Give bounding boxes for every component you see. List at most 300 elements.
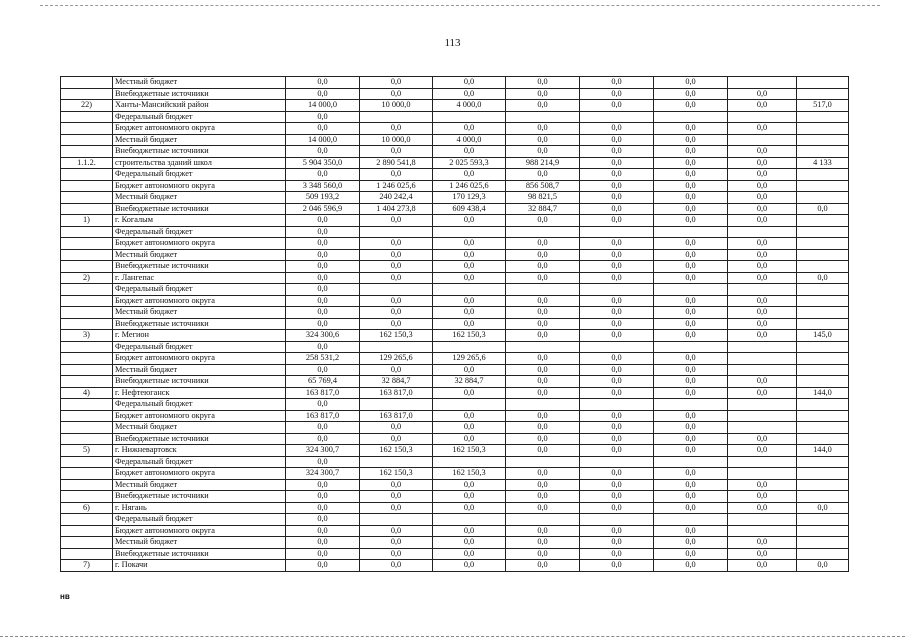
value-cell: 0,0 <box>286 422 360 434</box>
value-cell: 2 890 541,8 <box>360 157 433 169</box>
row-index-cell <box>61 284 113 296</box>
value-cell <box>580 456 654 468</box>
row-name-cell: Бюджет автономного округа <box>113 353 286 365</box>
value-cell <box>797 111 849 123</box>
value-cell: 0,0 <box>728 491 797 503</box>
value-cell: 0,0 <box>654 238 728 250</box>
value-cell: 5 904 350,0 <box>286 157 360 169</box>
value-cell: 162 150,3 <box>433 330 506 342</box>
value-cell: 1 246 025,6 <box>360 180 433 192</box>
value-cell: 0,0 <box>654 100 728 112</box>
value-cell: 0,0 <box>580 238 654 250</box>
row-index-cell <box>61 399 113 411</box>
value-cell: 0,0 <box>654 537 728 549</box>
value-cell: 0,0 <box>433 387 506 399</box>
value-cell: 0,0 <box>433 215 506 227</box>
row-index-cell: 7) <box>61 560 113 572</box>
value-cell <box>797 215 849 227</box>
value-cell: 0,0 <box>286 226 360 238</box>
table-row <box>61 330 849 342</box>
value-cell: 0,0 <box>286 111 360 123</box>
value-cell: 0,0 <box>360 238 433 250</box>
value-cell <box>728 456 797 468</box>
value-cell: 0,0 <box>506 238 580 250</box>
footer-mark: нв <box>60 592 70 601</box>
value-cell <box>654 514 728 526</box>
value-cell: 144,0 <box>797 387 849 399</box>
table-row <box>61 364 849 376</box>
value-cell: 14 000,0 <box>286 100 360 112</box>
value-cell: 324 300,7 <box>286 468 360 480</box>
value-cell: 0,0 <box>433 77 506 89</box>
value-cell: 0,0 <box>360 548 433 560</box>
value-cell: 0,0 <box>286 433 360 445</box>
row-index-cell <box>61 134 113 146</box>
value-cell: 0,0 <box>728 261 797 273</box>
value-cell: 0,0 <box>286 249 360 261</box>
table-row <box>61 468 849 480</box>
row-index-cell <box>61 88 113 100</box>
value-cell: 0,0 <box>580 249 654 261</box>
value-cell: 0,0 <box>580 307 654 319</box>
value-cell: 0,0 <box>360 146 433 158</box>
row-index-cell: 6) <box>61 502 113 514</box>
value-cell <box>654 226 728 238</box>
value-cell: 517,0 <box>797 100 849 112</box>
value-cell: 4 000,0 <box>433 134 506 146</box>
row-name-cell: Внебюджетные источники <box>113 203 286 215</box>
value-cell <box>728 410 797 422</box>
value-cell: 10 000,0 <box>360 134 433 146</box>
row-index-cell <box>61 537 113 549</box>
value-cell: 0,0 <box>286 88 360 100</box>
value-cell <box>433 111 506 123</box>
value-cell: 0,0 <box>433 88 506 100</box>
value-cell: 0,0 <box>286 272 360 284</box>
value-cell: 0,0 <box>286 502 360 514</box>
row-name-cell: Внебюджетные источники <box>113 88 286 100</box>
value-cell: 0,0 <box>433 525 506 537</box>
value-cell: 0,0 <box>506 548 580 560</box>
value-cell <box>797 134 849 146</box>
value-cell: 0,0 <box>433 261 506 273</box>
value-cell: 0,0 <box>286 77 360 89</box>
value-cell <box>654 456 728 468</box>
value-cell <box>654 341 728 353</box>
value-cell <box>728 399 797 411</box>
value-cell: 0,0 <box>728 249 797 261</box>
table-row <box>61 307 849 319</box>
row-index-cell <box>61 77 113 89</box>
value-cell <box>580 399 654 411</box>
value-cell: 0,0 <box>506 295 580 307</box>
value-cell <box>797 77 849 89</box>
value-cell: 0,0 <box>654 353 728 365</box>
value-cell: 0,0 <box>286 238 360 250</box>
row-index-cell <box>61 525 113 537</box>
value-cell: 0,0 <box>728 548 797 560</box>
row-index-cell <box>61 376 113 388</box>
value-cell: 324 300,6 <box>286 330 360 342</box>
value-cell: 0,0 <box>654 272 728 284</box>
row-name-cell: Бюджет автономного округа <box>113 180 286 192</box>
value-cell: 0,0 <box>286 537 360 549</box>
value-cell: 65 769,4 <box>286 376 360 388</box>
value-cell <box>433 341 506 353</box>
scan-edge-bottom <box>0 636 905 637</box>
value-cell: 0,0 <box>654 146 728 158</box>
value-cell: 0,0 <box>728 387 797 399</box>
budget-table-body <box>61 77 849 572</box>
value-cell <box>797 284 849 296</box>
table-row <box>61 422 849 434</box>
value-cell <box>728 226 797 238</box>
table-row <box>61 548 849 560</box>
table-row <box>61 456 849 468</box>
value-cell: 0,0 <box>433 479 506 491</box>
scan-edge-top <box>40 5 880 6</box>
value-cell: 0,0 <box>506 525 580 537</box>
value-cell <box>797 364 849 376</box>
row-name-cell: Федеральный бюджет <box>113 456 286 468</box>
table-row <box>61 123 849 135</box>
value-cell: 0,0 <box>580 525 654 537</box>
row-name-cell: Федеральный бюджет <box>113 399 286 411</box>
value-cell <box>433 226 506 238</box>
value-cell <box>797 410 849 422</box>
value-cell: 2 046 596,9 <box>286 203 360 215</box>
value-cell <box>797 180 849 192</box>
row-index-cell <box>61 226 113 238</box>
row-name-cell: г. Нефтеюганск <box>113 387 286 399</box>
value-cell: 0,0 <box>580 445 654 457</box>
value-cell: 0,0 <box>506 387 580 399</box>
value-cell: 0,0 <box>506 88 580 100</box>
value-cell: 0,0 <box>654 123 728 135</box>
row-index-cell <box>61 479 113 491</box>
value-cell: 0,0 <box>580 272 654 284</box>
value-cell: 0,0 <box>286 364 360 376</box>
row-name-cell: г. Покачи <box>113 560 286 572</box>
value-cell <box>797 146 849 158</box>
value-cell <box>506 226 580 238</box>
value-cell: 0,0 <box>654 261 728 273</box>
value-cell <box>797 226 849 238</box>
value-cell <box>797 456 849 468</box>
row-index-cell <box>61 192 113 204</box>
value-cell: 14 000,0 <box>286 134 360 146</box>
value-cell: 0,0 <box>433 410 506 422</box>
value-cell <box>506 514 580 526</box>
value-cell: 509 193,2 <box>286 192 360 204</box>
row-name-cell: г. Мегион <box>113 330 286 342</box>
value-cell <box>797 341 849 353</box>
value-cell: 0,0 <box>506 123 580 135</box>
row-name-cell: Бюджет автономного округа <box>113 295 286 307</box>
value-cell: 0,0 <box>728 295 797 307</box>
value-cell: 32 884,7 <box>506 203 580 215</box>
value-cell <box>654 399 728 411</box>
value-cell: 0,0 <box>654 376 728 388</box>
value-cell: 0,0 <box>433 169 506 181</box>
value-cell <box>797 537 849 549</box>
value-cell: 0,0 <box>580 157 654 169</box>
row-name-cell: Внебюджетные источники <box>113 318 286 330</box>
value-cell: 0,0 <box>286 514 360 526</box>
value-cell: 0,0 <box>654 249 728 261</box>
value-cell: 0,0 <box>580 88 654 100</box>
row-index-cell <box>61 491 113 503</box>
value-cell <box>797 399 849 411</box>
value-cell: 0,0 <box>433 502 506 514</box>
row-index-cell: 1) <box>61 215 113 227</box>
value-cell <box>728 341 797 353</box>
value-cell: 129 265,6 <box>360 353 433 365</box>
value-cell: 0,0 <box>580 123 654 135</box>
table-row <box>61 525 849 537</box>
value-cell: 0,0 <box>286 307 360 319</box>
value-cell: 0,0 <box>286 169 360 181</box>
row-name-cell: Ханты-Мансийский район <box>113 100 286 112</box>
value-cell: 0,0 <box>286 318 360 330</box>
value-cell: 0,0 <box>360 364 433 376</box>
row-name-cell: Внебюджетные источники <box>113 376 286 388</box>
value-cell: 0,0 <box>580 203 654 215</box>
value-cell: 0,0 <box>360 560 433 572</box>
value-cell <box>797 548 849 560</box>
value-cell <box>797 525 849 537</box>
value-cell: 0,0 <box>286 146 360 158</box>
value-cell: 0,0 <box>654 502 728 514</box>
table-row <box>61 215 849 227</box>
value-cell: 0,0 <box>360 525 433 537</box>
value-cell: 0,0 <box>728 318 797 330</box>
row-name-cell: Местный бюджет <box>113 422 286 434</box>
value-cell: 0,0 <box>580 422 654 434</box>
value-cell: 170 129,3 <box>433 192 506 204</box>
value-cell: 0,0 <box>506 468 580 480</box>
table-row <box>61 353 849 365</box>
table-row <box>61 203 849 215</box>
table-row <box>61 318 849 330</box>
value-cell: 145,0 <box>797 330 849 342</box>
value-cell: 0,0 <box>360 307 433 319</box>
row-index-cell: 1.1.2. <box>61 157 113 169</box>
value-cell: 0,0 <box>654 169 728 181</box>
value-cell: 32 884,7 <box>433 376 506 388</box>
row-index-cell <box>61 456 113 468</box>
value-cell: 0,0 <box>360 491 433 503</box>
value-cell: 0,0 <box>506 445 580 457</box>
value-cell: 0,0 <box>654 203 728 215</box>
value-cell <box>797 514 849 526</box>
value-cell <box>580 284 654 296</box>
value-cell: 163 817,0 <box>360 410 433 422</box>
value-cell: 0,0 <box>654 192 728 204</box>
value-cell: 0,0 <box>797 203 849 215</box>
value-cell <box>506 399 580 411</box>
value-cell: 0,0 <box>580 134 654 146</box>
value-cell <box>506 456 580 468</box>
value-cell: 0,0 <box>580 387 654 399</box>
row-index-cell: 2) <box>61 272 113 284</box>
value-cell: 0,0 <box>286 491 360 503</box>
value-cell: 0,0 <box>506 502 580 514</box>
row-index-cell <box>61 111 113 123</box>
value-cell: 1 246 025,6 <box>433 180 506 192</box>
row-name-cell: Местный бюджет <box>113 307 286 319</box>
value-cell <box>580 341 654 353</box>
value-cell: 0,0 <box>286 399 360 411</box>
value-cell: 0,0 <box>433 238 506 250</box>
value-cell: 856 508,7 <box>506 180 580 192</box>
value-cell: 0,0 <box>654 422 728 434</box>
table-row <box>61 134 849 146</box>
row-name-cell: Местный бюджет <box>113 77 286 89</box>
value-cell: 0,0 <box>360 502 433 514</box>
value-cell: 0,0 <box>360 422 433 434</box>
table-row <box>61 295 849 307</box>
row-index-cell <box>61 249 113 261</box>
value-cell <box>433 284 506 296</box>
value-cell <box>797 295 849 307</box>
value-cell: 0,0 <box>728 479 797 491</box>
value-cell: 163 817,0 <box>286 410 360 422</box>
value-cell: 0,0 <box>580 295 654 307</box>
value-cell: 988 214,9 <box>506 157 580 169</box>
table-row <box>61 514 849 526</box>
row-name-cell: Внебюджетные источники <box>113 548 286 560</box>
row-index-cell: 3) <box>61 330 113 342</box>
value-cell: 0,0 <box>360 169 433 181</box>
value-cell: 0,0 <box>580 146 654 158</box>
row-name-cell: Бюджет автономного округа <box>113 238 286 250</box>
value-cell <box>654 111 728 123</box>
value-cell: 0,0 <box>728 238 797 250</box>
value-cell: 0,0 <box>654 330 728 342</box>
value-cell: 0,0 <box>654 560 728 572</box>
value-cell: 0,0 <box>506 77 580 89</box>
table-row <box>61 272 849 284</box>
value-cell: 0,0 <box>433 272 506 284</box>
row-index-cell <box>61 341 113 353</box>
value-cell <box>797 433 849 445</box>
table-row <box>61 88 849 100</box>
value-cell: 0,0 <box>286 479 360 491</box>
value-cell: 0,0 <box>506 353 580 365</box>
table-row <box>61 537 849 549</box>
value-cell <box>728 111 797 123</box>
value-cell <box>360 456 433 468</box>
value-cell: 0,0 <box>360 295 433 307</box>
row-name-cell: Внебюджетные источники <box>113 146 286 158</box>
value-cell: 0,0 <box>433 318 506 330</box>
value-cell: 0,0 <box>580 192 654 204</box>
value-cell <box>797 422 849 434</box>
row-index-cell <box>61 123 113 135</box>
table-row <box>61 77 849 89</box>
value-cell: 324 300,7 <box>286 445 360 457</box>
value-cell: 0,0 <box>580 100 654 112</box>
value-cell: 0,0 <box>654 479 728 491</box>
value-cell: 0,0 <box>728 215 797 227</box>
row-index-cell <box>61 307 113 319</box>
row-index-cell <box>61 146 113 158</box>
value-cell <box>728 284 797 296</box>
value-cell: 0,0 <box>654 88 728 100</box>
value-cell: 144,0 <box>797 445 849 457</box>
value-cell: 0,0 <box>654 157 728 169</box>
row-name-cell: Местный бюджет <box>113 479 286 491</box>
value-cell <box>797 169 849 181</box>
value-cell: 0,0 <box>286 548 360 560</box>
table-row <box>61 445 849 457</box>
value-cell: 258 531,2 <box>286 353 360 365</box>
value-cell <box>360 514 433 526</box>
row-name-cell: Федеральный бюджет <box>113 514 286 526</box>
value-cell <box>506 284 580 296</box>
row-name-cell: Федеральный бюджет <box>113 169 286 181</box>
value-cell <box>797 468 849 480</box>
value-cell: 0,0 <box>433 537 506 549</box>
value-cell: 0,0 <box>433 146 506 158</box>
table-row <box>61 410 849 422</box>
value-cell <box>797 479 849 491</box>
value-cell: 0,0 <box>506 318 580 330</box>
row-index-cell <box>61 422 113 434</box>
value-cell <box>797 238 849 250</box>
row-index-cell: 5) <box>61 445 113 457</box>
value-cell: 0,0 <box>360 215 433 227</box>
value-cell: 129 265,6 <box>433 353 506 365</box>
value-cell: 0,0 <box>580 180 654 192</box>
row-index-cell <box>61 169 113 181</box>
value-cell: 0,0 <box>728 330 797 342</box>
table-row <box>61 433 849 445</box>
row-index-cell <box>61 238 113 250</box>
table-row <box>61 261 849 273</box>
value-cell: 1 404 273,8 <box>360 203 433 215</box>
value-cell: 0,0 <box>654 77 728 89</box>
value-cell: 0,0 <box>286 284 360 296</box>
value-cell: 0,0 <box>286 525 360 537</box>
value-cell: 0,0 <box>654 387 728 399</box>
value-cell: 0,0 <box>654 295 728 307</box>
value-cell: 0,0 <box>580 479 654 491</box>
budget-table-container <box>60 76 848 572</box>
value-cell: 0,0 <box>286 341 360 353</box>
value-cell: 0,0 <box>728 157 797 169</box>
value-cell: 0,0 <box>506 330 580 342</box>
value-cell: 0,0 <box>506 146 580 158</box>
value-cell: 0,0 <box>728 433 797 445</box>
row-index-cell <box>61 468 113 480</box>
value-cell <box>728 422 797 434</box>
value-cell: 0,0 <box>286 295 360 307</box>
value-cell: 0,0 <box>506 491 580 503</box>
value-cell: 0,0 <box>580 215 654 227</box>
value-cell: 0,0 <box>506 537 580 549</box>
value-cell: 0,0 <box>728 560 797 572</box>
value-cell <box>728 364 797 376</box>
value-cell <box>360 111 433 123</box>
value-cell: 0,0 <box>433 560 506 572</box>
row-name-cell: Местный бюджет <box>113 364 286 376</box>
value-cell: 0,0 <box>433 422 506 434</box>
table-row <box>61 502 849 514</box>
value-cell <box>797 123 849 135</box>
row-name-cell: Федеральный бюджет <box>113 284 286 296</box>
